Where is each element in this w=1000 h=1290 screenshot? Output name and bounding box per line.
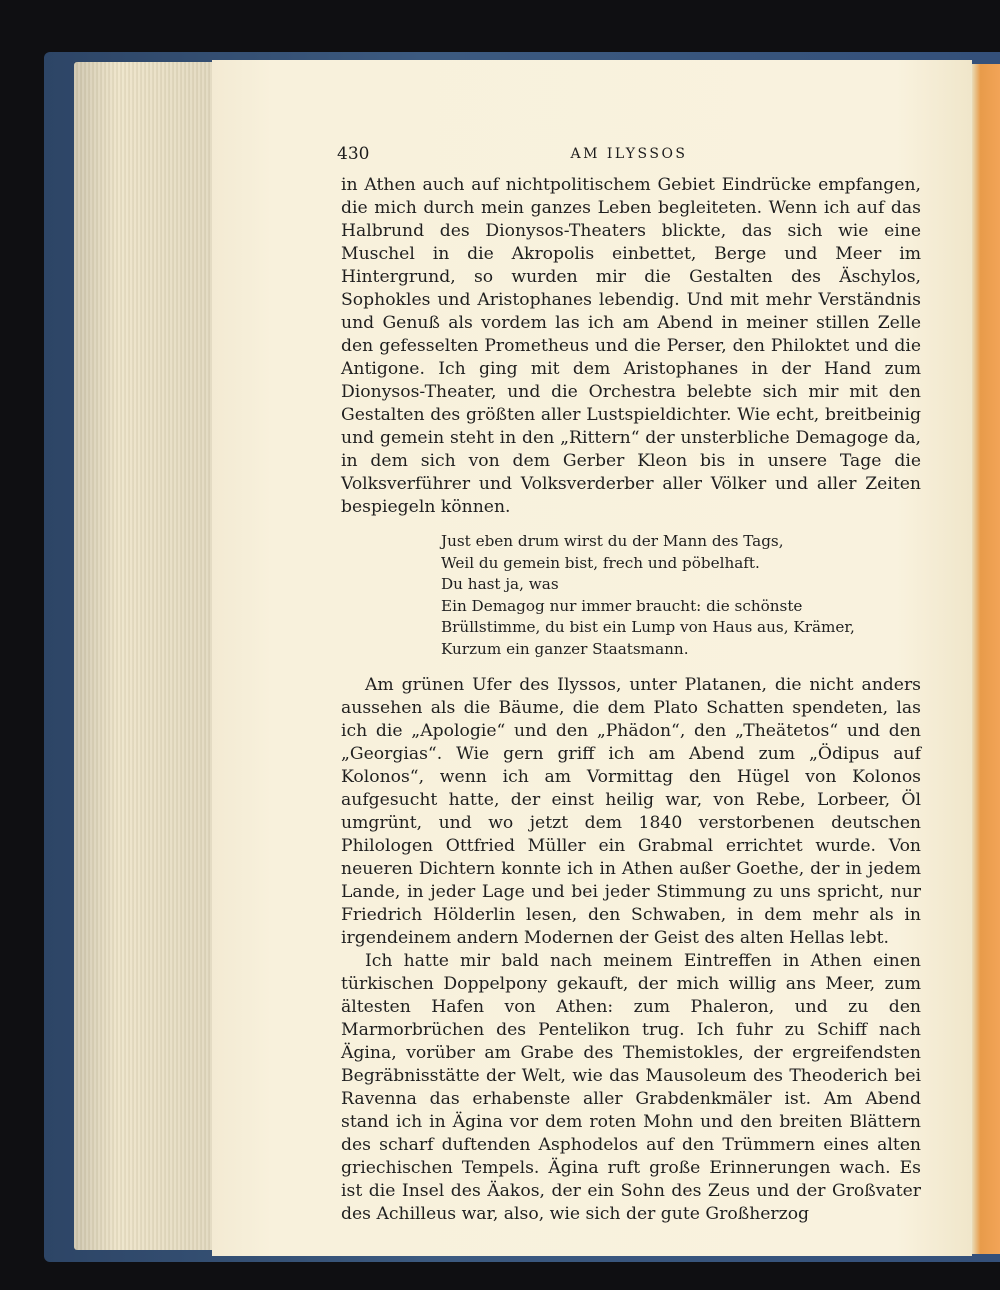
verse-line: Kurzum ein ganzer Staatsmann. (441, 639, 689, 658)
page-right-edge (972, 64, 1000, 1254)
page-number: 430 (337, 144, 370, 164)
verse-line: Du hast ja, was (441, 575, 559, 593)
verse-quote (441, 531, 921, 660)
paragraph-1: in Athen auch auf nichtpolitischem Gebiet Eindrücke empfangen, die mich durch mein ganzes Leben begleiteten. Wenn ich auf das Halbrund des Dionysos-Theaters blickte, das sich wie eine Muschel in die Akropolis einbettet, Berge und Meer im Hintergrund, so wurden mir die Gestalten des Äschylos, Sophokles und Aristophanes lebendig. Und mit mehr Verständnis und Genuß als vordem las ich am Abend in meiner stillen Zelle den gefesselten Prometheus und die Perser, den Philoktet und die Antigone. Ich ging mit dem Aristophanes in der Hand zum Dionysos-Theater, und die Orchestra belebte sich mir mit den Gestalten des größten aller Lustspieldichter. Wie echt, breitbeinig und gemein steht in den „Rittern“ der unsterbliche Demagoge da, in dem sich von dem Gerber Kleon bis in unsere Tage die Volksverführer und Volksverderber aller Völker und aller Zeiten bespiegeln können. (341, 175, 921, 517)
page-edges (74, 62, 220, 1250)
page-header (337, 144, 921, 166)
running-head: AM ILYSSOS (570, 146, 688, 162)
paragraph-2: Am grünen Ufer des Ilyssos, unter Platanen, die nicht anders aussehen als die Bäume, die dem Plato Schatten spendeten, las ich die „Apologie“ und den „Phädon“, den „Theätetos“ und den „Georgias“. Wie gern griff ich am Abend zum „Ödipus auf Kolonos“, wenn ich am Vormittag den Hügel von Kolonos aufgesucht hatte, der einst heilig war, von Rebe, Lorbeer, Öl umgrünt, und wo jetzt dem 1840 verstorbenen deutschen Philologen Ottfried Müller ein Grabmal errichtet wurde. Von neueren Dichtern konnte ich in Athen außer Goethe, der in jedem Lande, in jeder Lage und bei jeder Stimmung zu uns spricht, nur Friedrich Hölderlin lesen, den Schwaben, in dem mehr als in irgendeinem andern Modernen der Geist des alten Hellas lebt. (341, 675, 921, 948)
verse-line: Ein Demagog nur immer braucht: die schönste (441, 596, 803, 615)
page-body (341, 174, 921, 1226)
paragraph-3: Ich hatte mir bald nach meinem Eintreffen in Athen einen türkischen Doppelpony gekauft, der mich willig ans Meer, zum ältesten Hafen von Athen: zum Phaleron, und zu den Marmorbrüchen des Pentelikon trug. Ich fuhr zu Schiff nach Ägina, vorüber am Grabe des Themistokles, der ergreifendsten Begräbnisstätte der Welt, wie das Mausoleum des Theoderich bei Ravenna das erhabenste aller Grabdenkmäler ist. Am Abend stand ich in Ägina vor dem roten Mohn und den breiten Blättern des scharf duftenden Asphodelos auf den Trümmern eines alten griechischen Tempels. Ägina ruft große Erinnerungen wach. Es ist die Insel des Äakos, der ein Sohn des Zeus und der Großvater des Achilleus war, also, wie sich der gute Großherzog (341, 951, 921, 1224)
verse-line: Brüllstimme, du bist ein Lump von Haus aus, Krämer, (441, 618, 855, 636)
verse-line: Weil du gemein bist, frech und pöbelhaft. (441, 553, 760, 572)
verse-line: Just eben drum wirst du der Mann des Tags, (441, 532, 784, 550)
